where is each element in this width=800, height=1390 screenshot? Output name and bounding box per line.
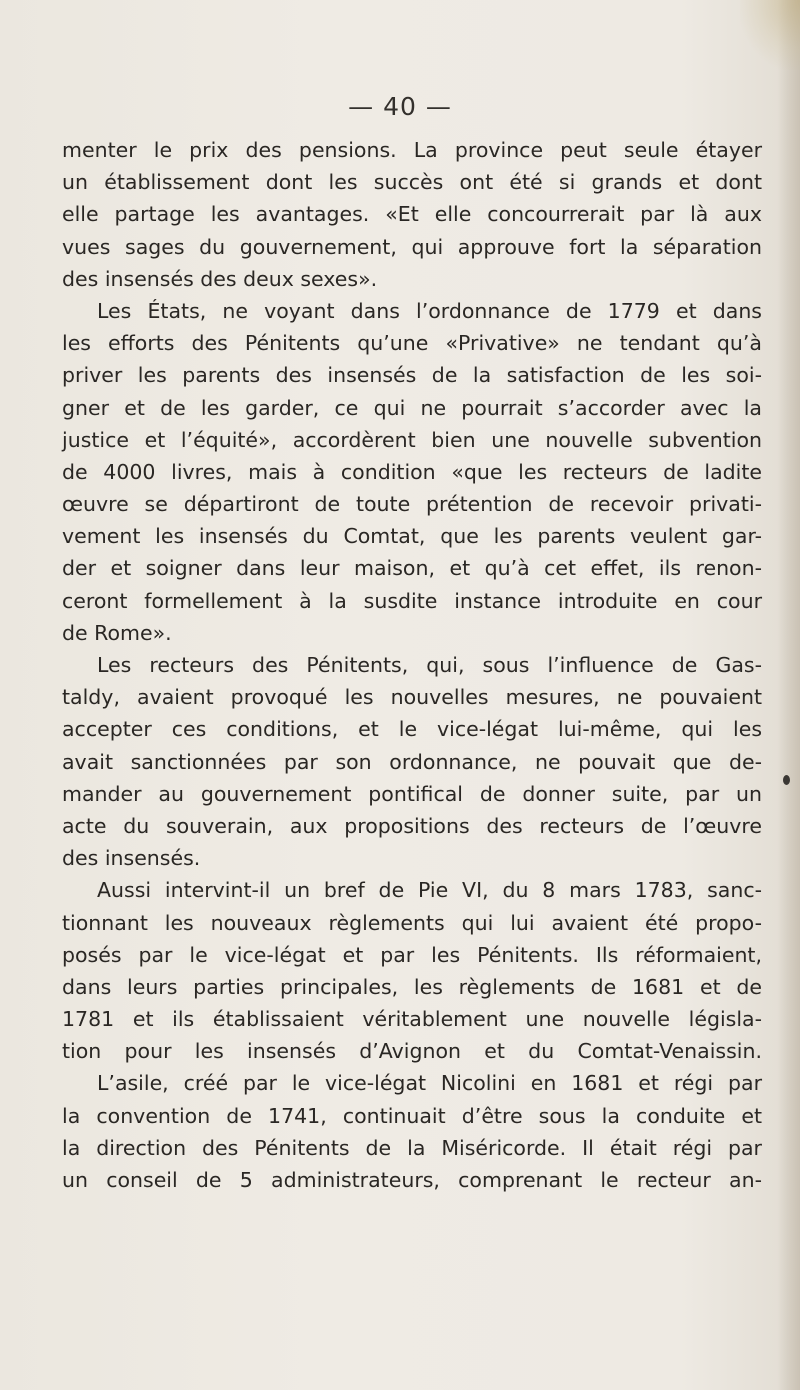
text-line: elle partage les avantages. «Et elle concourrerait par là aux: [62, 202, 762, 227]
text-line: vement les insensés du Comtat, que les parents veulent gar-: [62, 524, 762, 549]
text-line: mander au gouvernement pontifical de donner suite, par un: [62, 781, 762, 806]
text-line: justice et l’équité», accordèrent bien une nouvelle subvention: [62, 427, 762, 452]
text-line: tion pour les insensés d’Avignon et du Comtat-Venaissin.: [62, 1039, 762, 1064]
text-line: priver les parents des insensés de la satisfaction de les soi-: [62, 363, 762, 388]
text-line: dans leurs parties principales, les règlements de 1681 et de: [62, 974, 762, 999]
text-line: œuvre se départiront de toute prétention de recevoir privati-: [62, 492, 762, 517]
page-edge-shadow: [778, 0, 800, 1390]
text-line: der et soigner dans leur maison, et qu’à cet effet, ils renon-: [62, 556, 762, 581]
text-line: des insensés.: [62, 846, 201, 871]
text-line: Aussi intervint-il un bref de Pie VI, du 8 mars 1783, sanc-: [97, 878, 762, 903]
text-line: Les recteurs des Pénitents, qui, sous l’influence de Gas-: [97, 653, 762, 677]
text-line: ceront formellement à la susdite instance introduite en cour: [62, 588, 762, 613]
text-line: la convention de 1741, continuait d’être sous la conduite et: [62, 1103, 762, 1128]
text-line: de Rome».: [62, 620, 172, 645]
text-line: tionnant les nouveaux règlements qui lui avaient été propo-: [62, 910, 762, 935]
text-line: accepter ces conditions, et le vice-légat lui-même, qui les: [62, 717, 762, 742]
page-number: — 40 —: [348, 92, 452, 121]
text-line: gner et de les garder, ce qui ne pourrait s’accorder avec la: [62, 395, 762, 420]
text-line: posés par le vice-légat et par les Pénitents. Ils réformaient,: [62, 942, 762, 967]
text-line: vues sages du gouvernement, qui approuve fort la séparation: [62, 234, 762, 259]
text-line: menter le prix des pensions. La province peut seule étayer: [62, 138, 762, 162]
text-line: taldy, avaient provoqué les nouvelles mesures, ne pouvaient: [62, 685, 762, 710]
text-line: un établissement dont les succès ont été si grands et dont: [62, 170, 762, 195]
text-line: 1781 et ils établissaient véritablement une nouvelle législa-: [62, 1007, 762, 1032]
text-line: acte du souverain, aux propositions des recteurs de l’œuvre: [62, 813, 762, 838]
text-line: de 4000 livres, mais à condition «que les recteurs de ladite: [62, 459, 762, 484]
body-text: [62, 134, 762, 1196]
text-line: la direction des Pénitents de la Miséricorde. Il était régi par: [62, 1135, 762, 1160]
text-line: Les États, ne voyant dans l’ordonnance de 1779 et dans: [97, 298, 762, 323]
text-line: les efforts des Pénitents qu’une «Privative» ne tendant qu’à: [62, 331, 762, 356]
text-line: un conseil de 5 administrateurs, comprenant le recteur an-: [62, 1168, 762, 1192]
text-line: L’asile, créé par le vice-légat Nicolini en 1681 et régi par: [97, 1071, 762, 1096]
text-line: des insensés des deux sexes».: [62, 266, 378, 291]
text-line: avait sanctionnées par son ordonnance, ne pouvait que de-: [62, 749, 762, 774]
corner-stain: [740, 0, 800, 70]
ink-speck: [783, 775, 790, 785]
